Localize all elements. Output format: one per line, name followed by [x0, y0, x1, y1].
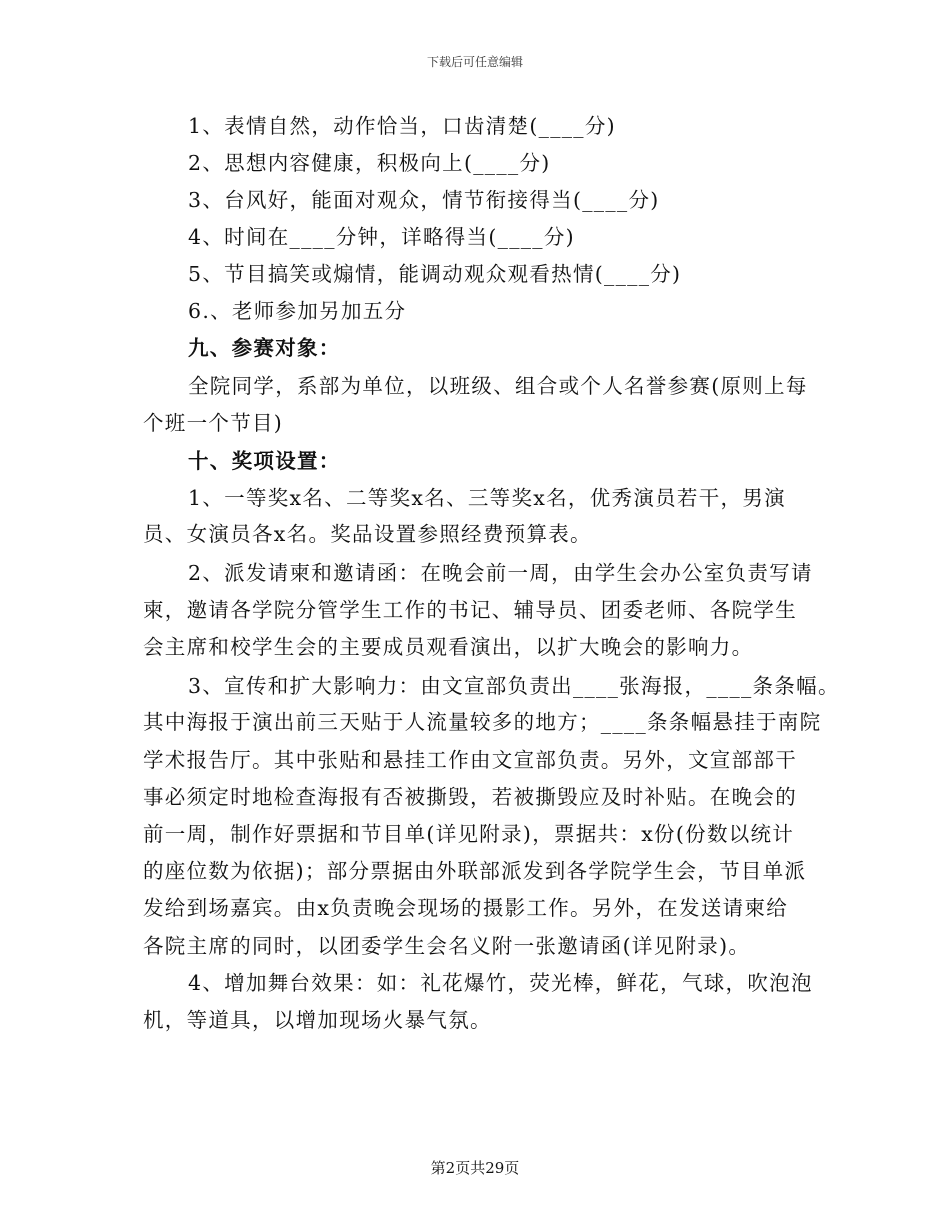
paragraph-line	[143, 633, 753, 661]
section-heading-awards	[188, 447, 341, 475]
line-text: 发给到场嘉宾。由x负责晚会现场的摄影工作。另外，在发送请柬给	[143, 896, 789, 920]
score-item-2	[188, 149, 551, 177]
score-item-4	[188, 223, 575, 251]
paragraph-line	[143, 596, 797, 624]
line-text: 前一周，制作好票据和节目单(详见附录)，票据共：x份(份数以统计	[143, 822, 795, 846]
paragraph-line	[143, 894, 788, 922]
line-text: 会主席和校学生会的主要成员观看演出，以扩大晚会的影响力。	[143, 635, 754, 659]
score-item-6	[188, 297, 406, 325]
line-text: 4、时间在____分钟，详略得当(____分)	[188, 225, 575, 249]
line-text: 2、派发请柬和邀请函：在晚会前一周，由学生会办公室负责写请	[188, 561, 813, 585]
line-text: 全院同学，系部为单位，以班级、组合或个人名誉参赛(原则上每	[188, 374, 808, 398]
paragraph-line	[143, 783, 797, 811]
section-heading-participants	[188, 334, 341, 362]
paragraph-line	[143, 1006, 492, 1034]
line-text: 1、一等奖x名、二等奖x名、三等奖x名，优秀演员若干，男演	[188, 486, 786, 510]
heading-text: 九、参赛对象：	[188, 336, 341, 360]
line-text: 3、宣传和扩大影响力：由文宣部负责出____张海报，____条条幅。	[188, 674, 840, 698]
paragraph-line	[143, 820, 794, 848]
paragraph-line	[188, 372, 808, 400]
line-text: 其中海报于演出前三天贴于人流量较多的地方；____条条幅悬挂于南院	[143, 710, 822, 734]
score-item-1	[188, 112, 616, 140]
line-text: 6.、老师参加另加五分	[188, 299, 407, 323]
paragraph-line	[188, 672, 840, 700]
paragraph-line	[188, 484, 786, 512]
line-text: 的座位数为依据)；部分票据由外联部派发到各学院学生会，节目单派	[143, 859, 807, 883]
line-text: 5、节目搞笑或煽情，能调动观众观看热情(____分)	[188, 262, 682, 286]
paragraph-line	[143, 520, 592, 548]
line-text: 事必须定时地检查海报有否被撕毁，若被撕毁应及时补贴。在晚会的	[143, 785, 797, 809]
score-item-3	[188, 186, 660, 214]
line-text: 柬，邀请各学院分管学生工作的书记、辅导员、团委老师、各院学生	[143, 598, 797, 622]
line-text: 学术报告厅。其中张贴和悬挂工作由文宣部负责。另外，文宣部部干	[143, 748, 797, 772]
line-text: 员、女演员各x名。奖品设置参照经费预算表。	[143, 522, 592, 546]
paragraph-line	[188, 559, 813, 587]
line-text: 2、思想内容健康，积极向上(____分)	[188, 151, 551, 175]
line-text: 各院主席的同时，以团委学生会名义附一张邀请函(详见附录)。	[143, 934, 751, 958]
line-text: 4、增加舞台效果：如：礼花爆竹，荧光棒，鲜花，气球，吹泡泡	[188, 971, 813, 995]
line-text: 3、台风好，能面对观众，情节衔接得当(____分)	[188, 188, 660, 212]
score-item-5	[188, 260, 681, 288]
line-text: 1、表情自然，动作恰当，口齿清楚(____分)	[188, 114, 616, 138]
paragraph-line	[143, 708, 821, 736]
heading-text: 十、奖项设置：	[188, 449, 341, 473]
line-text: 机，等道具，以增加现场火暴气氛。	[143, 1008, 492, 1032]
paragraph-line	[188, 969, 813, 997]
header-note: 下载后可任意编辑	[426, 55, 523, 69]
page-number-footer: 第2页共29页	[430, 1159, 520, 1177]
paragraph-line	[143, 932, 750, 960]
paragraph-line	[143, 746, 797, 774]
paragraph-line	[143, 409, 283, 437]
paragraph-line	[143, 857, 806, 885]
line-text: 个班一个节目)	[143, 411, 284, 435]
